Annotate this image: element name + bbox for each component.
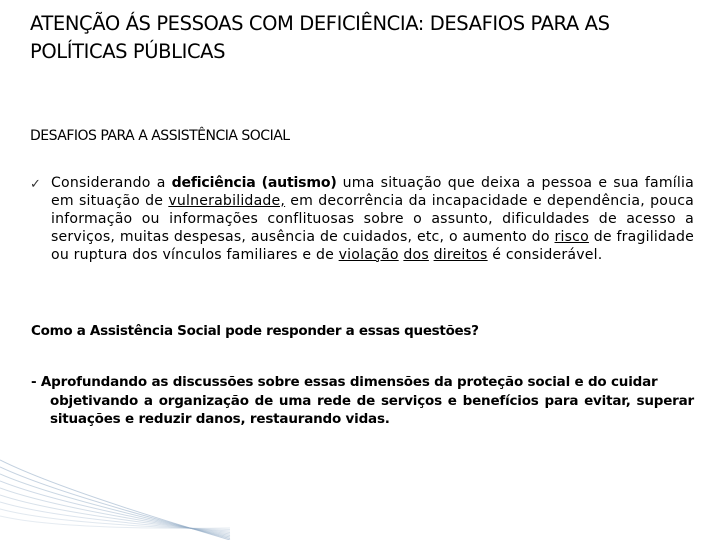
text-run: em decorrência da incapacidade e dependência, pouca informação ou informações conflituosas sobre o assunto, dificuldades de acesso a serviços, muitas despesas, ausência de cuidados, etc, o aumento do (51, 192, 694, 245)
answer-line-1: - Aprofundando as discussões sobre essas dimensões da proteção social e do cuidar (31, 374, 658, 390)
text-run: uma situação que deixa a pessoa e sua família em situação de (51, 175, 694, 209)
corner-decoration (0, 450, 240, 540)
underlined-risco: risco (554, 228, 589, 245)
question-text: Como a Assistência Social pode responder a essas questões? (31, 323, 479, 339)
text-run: é considerável. (487, 246, 603, 263)
checkmark-icon: ✓ (30, 177, 41, 192)
decor-line (0, 509, 230, 530)
section-subheading: DESAFIOS PARA A ASSISTÊNCIA SOCIAL (30, 128, 290, 144)
text-run: Considerando a (51, 175, 172, 191)
decor-line (0, 502, 230, 531)
slide-title: ATENÇÃO ÁS PESSOAS COM DEFICIÊNCIA: DESAFIOS PARA AS POLÍTICAS PÚBLICAS (30, 12, 610, 63)
emphasis-deficiencia: deficiência (autismo) (171, 175, 337, 191)
underlined-dos: dos (403, 246, 429, 263)
answer-continuation: objetivando a organização de uma rede de serviços e benefícios para evitar, superar situações e reduzir danos, restaurando vidas. (50, 392, 694, 427)
bullet-paragraph (51, 175, 694, 265)
underlined-direitos: direitos (433, 246, 488, 263)
answer-paragraph (31, 373, 694, 429)
text-run: de fragilidade ou ruptura dos vínculos familiares e de (51, 228, 694, 263)
underlined-vulnerabilidade: vulnerabilidade, (168, 192, 286, 209)
decor-line (0, 516, 230, 528)
underlined-violacao: violação (338, 246, 399, 263)
